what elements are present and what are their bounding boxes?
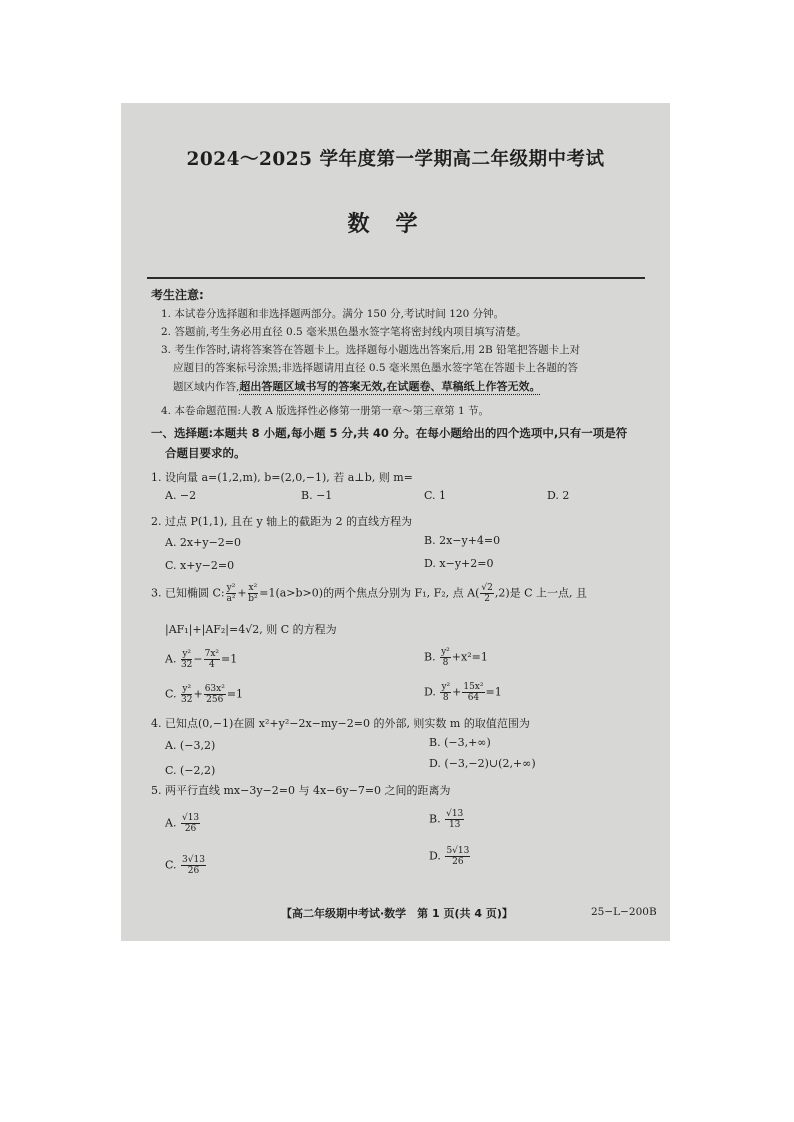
page-footer: 【高二年级期中考试·数学 第 1 页(共 4 页)】 (281, 907, 513, 920)
fraction-sqrt2-2: $\frac{√2}{2}$ (481, 583, 493, 604)
question-2-option-a: A. 2x+y−2=0 (165, 536, 242, 549)
header-divider (147, 277, 645, 279)
question-1-option-a: A. −2 (165, 489, 197, 502)
question-5-option-d: D. $\frac{5√13}{26}$ (429, 846, 470, 867)
question-3-option-a: A. $\frac{\text{y²}}{32}$ − $\frac{\text{7x²}}{4}$ =1 (165, 649, 238, 670)
question-3-option-d: D. $\frac{\text{y²}}{8}$ + $\frac{\text{15x²}}{64}$ =1 (424, 682, 502, 703)
question-4-stem: 4. 已知点(0,−1)在圆 x²+y²−2x−my−2=0 的外部, 则实数 m 的取值范围为 (151, 717, 530, 730)
question-4-option-c: C. (−2,2) (165, 764, 216, 777)
notice-item-3-cont: 应题目的答案标号涂黑;非选择题请用直径 0.5 毫米黑色墨水签字笔在答题卡上各题的答 (173, 362, 578, 374)
notice-item-4: 4. 本卷命题范围:人教 A 版选择性必修第一册第一章～第三章第 1 节。 (161, 405, 490, 417)
question-1-stem: 1. 设向量 a=(1,2,m), b=(2,0,−1), 若 a⊥b, 则 m= (151, 471, 413, 484)
question-2-stem: 2. 过点 P(1,1), 且在 y 轴上的截距为 2 的直线方程为 (151, 515, 413, 528)
question-3-option-b: B. $\frac{\text{y²}}{8}$ +x²=1 (424, 647, 488, 668)
section-heading-cont: 合题目要求的。 (165, 446, 246, 460)
paper-code: 25−L−200B (591, 906, 657, 918)
question-1-option-b: B. −1 (301, 489, 333, 502)
notice-warning: 超出答题区域书写的答案无效,在试题卷、草稿纸上作答无效。 (239, 380, 541, 393)
question-5-option-a: A. $\frac{√13}{26}$ (165, 813, 200, 834)
question-5-stem: 5. 两平行直线 mx−3y−2=0 与 4x−6y−7=0 之间的距离为 (151, 784, 451, 797)
fraction-y2-a2: $\frac{\text{y²}}{\text{a²}}$ (226, 583, 236, 604)
question-4-option-d: D. (−3,−2)∪(2,+∞) (429, 757, 536, 770)
question-5-option-c: C. $\frac{3√13}{26}$ (165, 855, 205, 876)
question-3-option-c: C. $\frac{\text{y²}}{32}$ + $\frac{\text{63x²}}{256}$ =1 (165, 684, 244, 705)
notice-item-2: 2. 答题前,考生务必用直径 0.5 毫米黑色墨水签字笔将密封线内项目填写清楚。 (161, 326, 527, 338)
question-1-option-d: D. 2 (547, 489, 570, 502)
notice-item-3-cont2 (173, 378, 541, 394)
notice-item-3: 3. 考生作答时,请将答案答在答题卡上。选择题每小题选出答案后,用 2B 铅笔把答题卡上对 (161, 344, 581, 356)
question-3-stem-cont: |AF₁|+|AF₂|=4√2, 则 C 的方程为 (165, 623, 337, 636)
subject-title: 数学 (347, 211, 444, 237)
question-2-option-b: B. 2x−y+4=0 (424, 534, 501, 547)
notice-title: 考生注意: (151, 288, 204, 302)
exam-title: 2024～2025 学年度第一学期高二年级期中考试 (186, 149, 605, 170)
fraction-x2-b2: $\frac{\text{x²}}{\text{b²}}$ (248, 583, 258, 604)
question-2-option-d: D. x−y+2=0 (424, 557, 494, 570)
question-4-option-a: A. (−3,2) (165, 739, 216, 752)
notice-item-1: 1. 本试卷分选择题和非选择题两部分。满分 150 分,考试时间 120 分钟。 (161, 308, 505, 320)
exam-page (121, 103, 670, 941)
section-heading: 一、选择题:本题共 8 小题,每小题 5 分,共 40 分。在每小题给出的四个选项中,只有一项是符 (151, 426, 628, 440)
question-4-option-b: B. (−3,+∞) (429, 736, 491, 749)
notice-item-3-tail: 题区域内作答, (173, 381, 240, 393)
question-3-stem: 3. 已知椭圆 C: $\frac{\text{y²}}{\text{a²}}$ + $\frac{\text{x²}}{\text{b²}}$ =1(a>b>0)的两个焦点分别为 F₁, F₂, 点 A( $\frac{√2}{2}$ ,2)是 C 上一点, 且 (151, 583, 588, 604)
question-1-option-c: C. 1 (424, 489, 447, 502)
question-5-option-b: B. $\frac{√13}{13}$ (429, 809, 464, 830)
question-2-option-c: C. x+y−2=0 (165, 559, 235, 572)
